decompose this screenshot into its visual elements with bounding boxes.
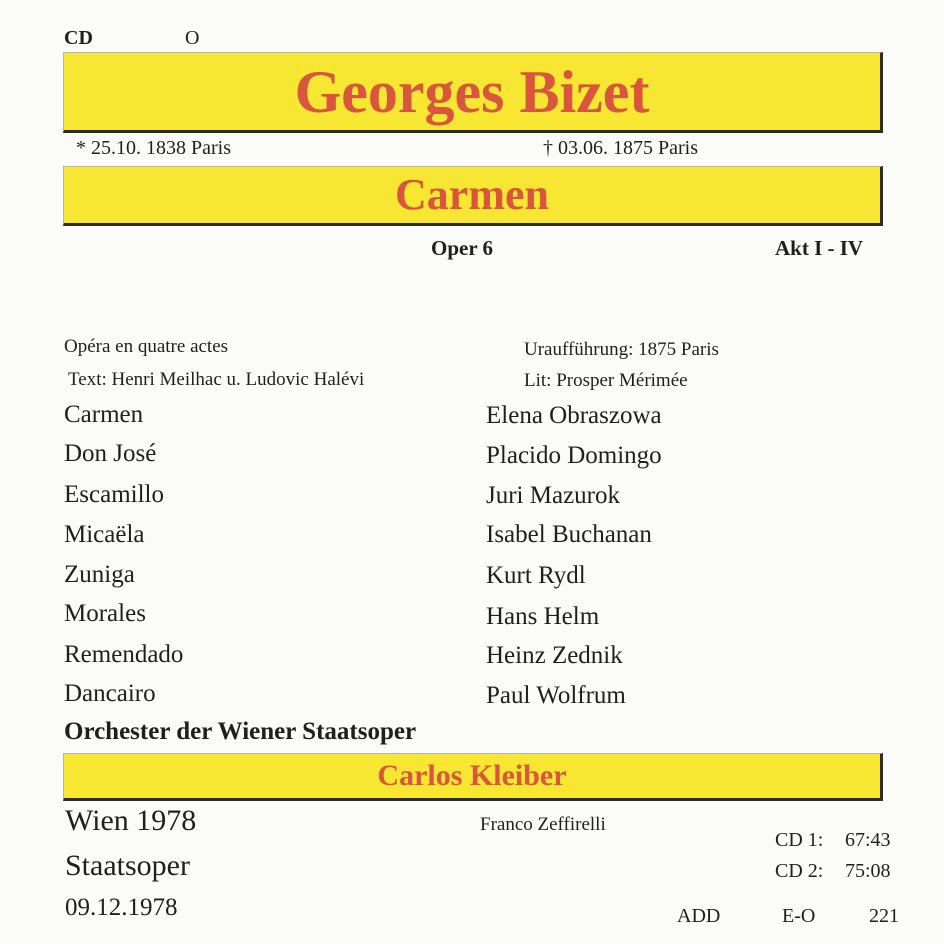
- role-name: Escamillo: [64, 481, 164, 508]
- o-label: O: [185, 27, 200, 49]
- singer-name: Hans Helm: [486, 603, 600, 630]
- singer-name: Paul Wolfrum: [486, 682, 626, 709]
- conductor-name: Carlos Kleiber: [377, 759, 567, 792]
- cd1-duration: 67:43: [845, 829, 891, 851]
- premiere-text: Uraufführung: 1875 Paris: [524, 339, 719, 360]
- role-name: Zuniga: [64, 561, 135, 588]
- birth-info: * 25.10. 1838 Paris: [76, 137, 231, 159]
- genre-text: Opéra en quatre actes: [64, 336, 229, 357]
- singer-name: Isabel Buchanan: [486, 521, 652, 548]
- format-label: CD: [64, 27, 93, 49]
- singer-name: Kurt Rydl: [486, 562, 586, 589]
- orchestra-name: Orchester der Wiener Staatsoper: [64, 718, 417, 745]
- add-code: ADD: [677, 905, 721, 927]
- role-name: Micaëla: [64, 521, 145, 548]
- composer-banner: [63, 52, 883, 133]
- catalog-number: 221: [869, 905, 899, 927]
- opus-label: Oper 6: [431, 236, 494, 260]
- role-name: Carmen: [64, 401, 144, 428]
- death-info: † 03.06. 1875 Paris: [543, 137, 698, 159]
- role-name: Morales: [64, 600, 146, 627]
- director-name: Franco Zeffirelli: [480, 814, 606, 835]
- eo-code: E-O: [782, 905, 816, 927]
- acts-label: Akt I - IV: [775, 236, 864, 260]
- libretto-text: Text: Henri Meilhac u. Ludovic Halévi: [68, 369, 365, 390]
- singer-name: Elena Obraszowa: [486, 402, 662, 429]
- recording-city-year: Wien 1978: [65, 804, 197, 837]
- cd1-label: CD 1:: [775, 829, 824, 851]
- role-name: Remendado: [64, 641, 184, 668]
- recording-date: 09.12.1978: [65, 894, 178, 921]
- work-title: Carmen: [395, 170, 549, 219]
- cd2-duration: 75:08: [845, 860, 891, 882]
- role-name: Dancairo: [64, 680, 156, 707]
- role-name: Don José: [64, 440, 157, 467]
- conductor-banner: [63, 753, 883, 801]
- work-title-banner: [63, 166, 883, 226]
- recording-venue: Staatsoper: [65, 849, 190, 882]
- singer-name: Heinz Zednik: [486, 642, 623, 669]
- composer-name: Georges Bizet: [294, 58, 650, 125]
- literature-text: Lit: Prosper Mérimée: [524, 370, 688, 391]
- singer-name: Placido Domingo: [486, 442, 662, 469]
- cd2-label: CD 2:: [775, 860, 824, 882]
- singer-name: Juri Mazurok: [486, 482, 620, 509]
